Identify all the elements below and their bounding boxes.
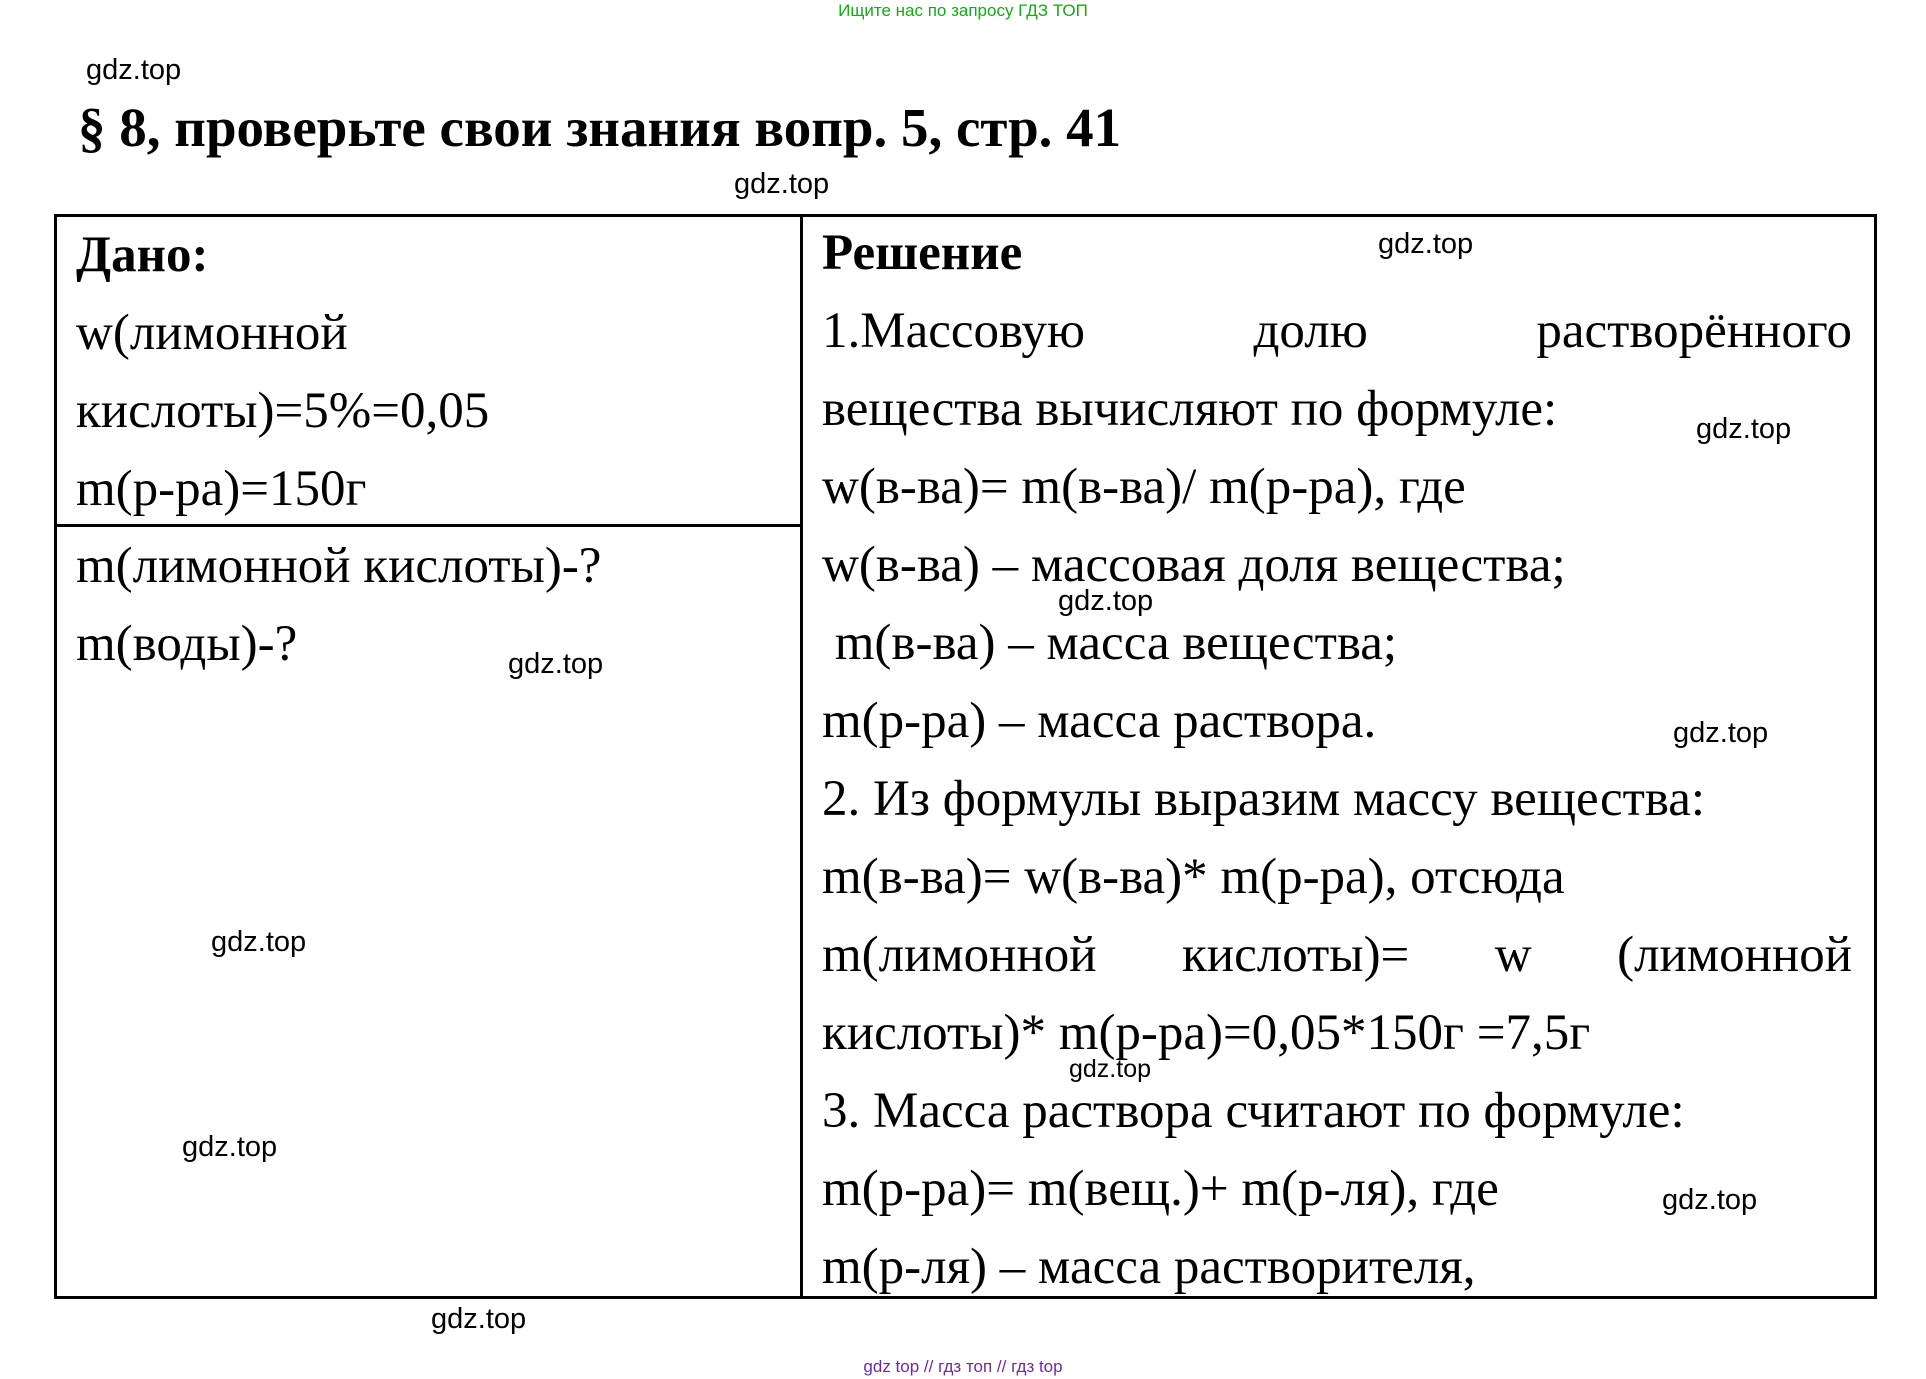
watermark: gdz.top	[1673, 717, 1769, 749]
solution-line: 2. Из формулы выразим массу вещества:	[822, 771, 1706, 827]
given-cell	[76, 216, 489, 528]
table-divider-vertical	[800, 214, 803, 1299]
solution-word: m(лимонной	[822, 927, 1097, 983]
solution-line: m(в-ва)= w(в-ва)* m(р-ра), отсюда	[822, 849, 1565, 905]
watermark: gdz.top	[1696, 413, 1792, 445]
watermark: gdz.top	[508, 648, 604, 680]
watermark: gdz.top	[734, 168, 830, 200]
solution-word: долю	[1253, 303, 1368, 359]
given-line: m(р-ра)=150г	[76, 461, 367, 517]
watermark: gdz.top	[86, 54, 182, 86]
watermark: gdz.top	[1378, 228, 1474, 260]
solution-line: w(в-ва) – массовая доля вещества;	[822, 537, 1566, 593]
watermark: gdz.top	[431, 1303, 527, 1335]
page-title: § 8, проверьте свои знания вопр. 5, стр. 41	[78, 97, 1122, 158]
solution-word: 1.Массовую	[822, 303, 1085, 359]
solution-line: кислоты)* m(р-ра)=0,05*150г =7,5г	[822, 1005, 1591, 1061]
solution-line: m(р-ля) – масса растворителя,	[822, 1239, 1476, 1295]
watermark: gdz.top	[182, 1131, 278, 1163]
given-line: w(лимонной	[76, 305, 348, 361]
given-line: кислоты)=5%=0,05	[76, 383, 490, 439]
solution-line-justified	[822, 292, 1852, 370]
bottom-banner: gdz top // гдз топ // гдз top	[863, 1357, 1063, 1376]
solution-word: растворённого	[1536, 303, 1852, 359]
solution-line-justified	[822, 916, 1852, 994]
solution-line: w(в-ва)= m(в-ва)/ m(р-ра), где	[822, 459, 1466, 515]
watermark: gdz.top	[211, 926, 307, 958]
solution-line: 3. Масса раствора считают по формуле:	[822, 1083, 1685, 1139]
solution-word: (лимонной	[1617, 927, 1852, 983]
top-banner: Ищите нас по запросу ГДЗ ТОП	[838, 1, 1088, 20]
watermark: gdz.top	[1662, 1184, 1758, 1216]
solution-cell	[822, 214, 1852, 1306]
find-line: m(лимонной кислоты)-?	[76, 538, 602, 594]
solution-line: m(р-ра)= m(вещ.)+ m(р-ля), где	[822, 1161, 1499, 1217]
given-heading: Дано:	[76, 227, 209, 283]
solution-line: m(в-ва) – масса вещества;	[822, 615, 1398, 671]
solution-word: w	[1494, 927, 1532, 983]
solution-line: m(р-ра) – масса раствора.	[822, 693, 1377, 749]
solution-word: кислоты)=	[1182, 927, 1410, 983]
find-line: m(воды)-?	[76, 616, 298, 672]
solution-line: вещества вычисляют по формуле:	[822, 381, 1558, 437]
watermark: gdz.top	[1069, 1055, 1152, 1083]
solution-heading: Решение	[822, 225, 1023, 281]
watermark: gdz.top	[1058, 585, 1154, 617]
